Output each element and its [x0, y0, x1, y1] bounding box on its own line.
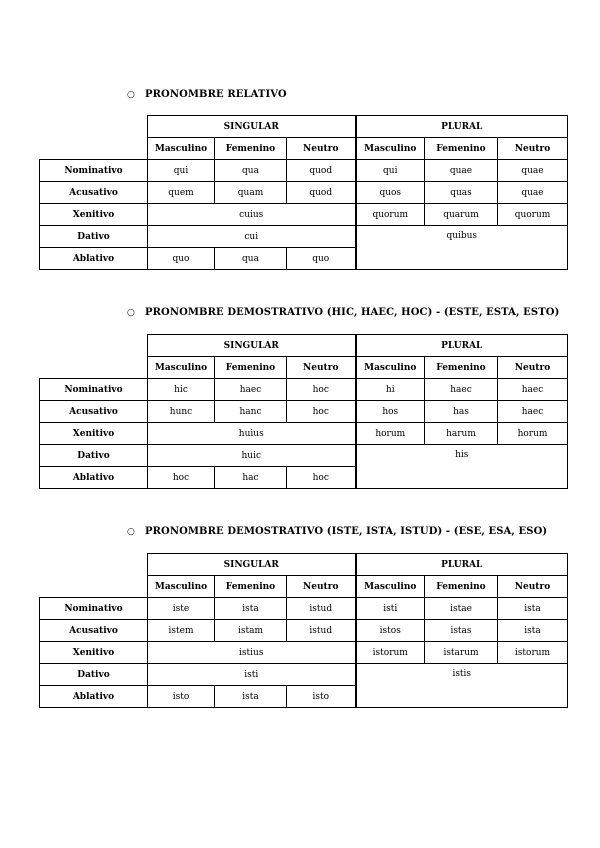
plural-header: PLURAL	[356, 116, 568, 138]
table-row	[40, 642, 568, 664]
gender-header: Masculino	[356, 576, 425, 598]
singular-header: SINGULAR	[148, 116, 356, 138]
form-cell: ista	[498, 620, 568, 642]
gender-header: Masculino	[356, 138, 425, 160]
case-label: Ablativo	[40, 248, 148, 270]
table-row	[40, 182, 568, 204]
form-cell: ista	[498, 598, 568, 620]
form-cell: quem	[148, 182, 215, 204]
declension-table	[39, 553, 568, 708]
form-cell: cuius	[148, 204, 356, 226]
plural-header: PLURAL	[356, 554, 568, 576]
form-cell: hi	[356, 379, 425, 401]
section-heading	[127, 89, 287, 100]
gender-header: Masculino	[356, 357, 425, 379]
form-cell: hos	[356, 401, 425, 423]
form-cell: isto	[287, 686, 356, 708]
form-cell: hanc	[215, 401, 287, 423]
gender-header: Neutro	[498, 138, 568, 160]
form-cell: isti	[148, 664, 356, 686]
gender-header: Masculino	[148, 138, 215, 160]
plural-header: PLURAL	[356, 335, 568, 357]
gender-header: Femenino	[425, 576, 498, 598]
case-label: Nominativo	[40, 598, 148, 620]
case-label: Acusativo	[40, 182, 148, 204]
form-cell: horum	[498, 423, 568, 445]
form-cell: istos	[356, 620, 425, 642]
section-heading	[127, 307, 559, 318]
form-cell: hic	[148, 379, 215, 401]
case-label: Ablativo	[40, 686, 148, 708]
table-row	[40, 401, 568, 423]
form-cell: istorum	[356, 642, 425, 664]
form-cell: ista	[215, 598, 287, 620]
section-title: PRONOMBRE DEMOSTRATIVO (ISTE, ISTA, ISTUD) - (ESE, ESA, ESO)	[145, 526, 548, 537]
gender-header: Neutro	[498, 576, 568, 598]
gender-header: Neutro	[287, 576, 356, 598]
form-cell: istud	[287, 598, 356, 620]
singular-header: SINGULAR	[148, 335, 356, 357]
form-cell: haec	[498, 379, 568, 401]
corner-cell	[40, 554, 148, 576]
form-cell: qui	[356, 160, 425, 182]
form-cell: quos	[356, 182, 425, 204]
section-title: PRONOMBRE DEMOSTRATIVO (HIC, HAEC, HOC) - (ESTE, ESTA, ESTO)	[145, 307, 560, 318]
declension-table	[39, 334, 568, 489]
form-cell: qua	[215, 160, 287, 182]
form-cell: horum	[356, 423, 425, 445]
bullet-icon: ○	[127, 308, 135, 318]
form-cell: istas	[425, 620, 498, 642]
form-cell: haec	[425, 379, 498, 401]
case-label: Dativo	[40, 445, 148, 467]
case-label: Ablativo	[40, 467, 148, 489]
form-cell: istam	[215, 620, 287, 642]
table-row	[40, 160, 568, 182]
case-label: Xenitivo	[40, 204, 148, 226]
case-label: Xenitivo	[40, 423, 148, 445]
bullet-icon: ○	[127, 90, 135, 100]
form-cell: quo	[287, 248, 356, 270]
gender-header: Masculino	[148, 576, 215, 598]
form-cell: hoc	[287, 467, 356, 489]
form-cell: istius	[148, 642, 356, 664]
form-cell: hoc	[287, 379, 356, 401]
corner-cell	[40, 116, 148, 138]
form-cell: quo	[148, 248, 215, 270]
gender-header: Neutro	[498, 357, 568, 379]
form-cell: quas	[425, 182, 498, 204]
table-row	[40, 379, 568, 401]
form-cell: has	[425, 401, 498, 423]
case-label: Acusativo	[40, 620, 148, 642]
gender-header: Neutro	[287, 138, 356, 160]
corner-cell	[40, 138, 148, 160]
form-cell: quae	[425, 160, 498, 182]
case-label: Nominativo	[40, 160, 148, 182]
corner-cell	[40, 576, 148, 598]
form-cell: istae	[425, 598, 498, 620]
gender-header: Femenino	[425, 138, 498, 160]
form-cell: haec	[498, 401, 568, 423]
section-heading	[127, 526, 547, 537]
corner-cell	[40, 335, 148, 357]
bullet-icon: ○	[127, 527, 135, 537]
form-cell: hoc	[148, 467, 215, 489]
form-cell: hac	[215, 467, 287, 489]
table-row	[40, 598, 568, 620]
form-cell: istis	[356, 664, 568, 708]
table-row	[40, 620, 568, 642]
form-cell: istarum	[425, 642, 498, 664]
form-cell: qui	[148, 160, 215, 182]
form-cell: quibus	[356, 226, 568, 270]
form-cell: ista	[215, 686, 287, 708]
form-cell: huius	[148, 423, 356, 445]
table-row	[40, 445, 568, 467]
form-cell: quod	[287, 182, 356, 204]
case-label: Xenitivo	[40, 642, 148, 664]
form-cell: istorum	[498, 642, 568, 664]
form-cell: quae	[498, 182, 568, 204]
case-label: Acusativo	[40, 401, 148, 423]
form-cell: harum	[425, 423, 498, 445]
form-cell: quod	[287, 160, 356, 182]
form-cell: hunc	[148, 401, 215, 423]
form-cell: istud	[287, 620, 356, 642]
section-title: PRONOMBRE RELATIVO	[145, 89, 287, 100]
form-cell: cui	[148, 226, 356, 248]
form-cell: quae	[498, 160, 568, 182]
form-cell: quarum	[425, 204, 498, 226]
singular-header: SINGULAR	[148, 554, 356, 576]
form-cell: quorum	[356, 204, 425, 226]
form-cell: huic	[148, 445, 356, 467]
gender-header: Masculino	[148, 357, 215, 379]
form-cell: haec	[215, 379, 287, 401]
form-cell: his	[356, 445, 568, 489]
table-row	[40, 664, 568, 686]
gender-header: Femenino	[215, 576, 287, 598]
gender-header: Femenino	[425, 357, 498, 379]
form-cell: istem	[148, 620, 215, 642]
case-label: Dativo	[40, 226, 148, 248]
case-label: Dativo	[40, 664, 148, 686]
form-cell: iste	[148, 598, 215, 620]
gender-header: Neutro	[287, 357, 356, 379]
case-label: Nominativo	[40, 379, 148, 401]
table-row	[40, 204, 568, 226]
form-cell: quam	[215, 182, 287, 204]
gender-header: Femenino	[215, 357, 287, 379]
gender-header: Femenino	[215, 138, 287, 160]
table-row	[40, 226, 568, 248]
form-cell: isto	[148, 686, 215, 708]
form-cell: isti	[356, 598, 425, 620]
form-cell: quorum	[498, 204, 568, 226]
form-cell: hoc	[287, 401, 356, 423]
declension-table	[39, 115, 568, 270]
corner-cell	[40, 357, 148, 379]
table-row	[40, 423, 568, 445]
form-cell: qua	[215, 248, 287, 270]
